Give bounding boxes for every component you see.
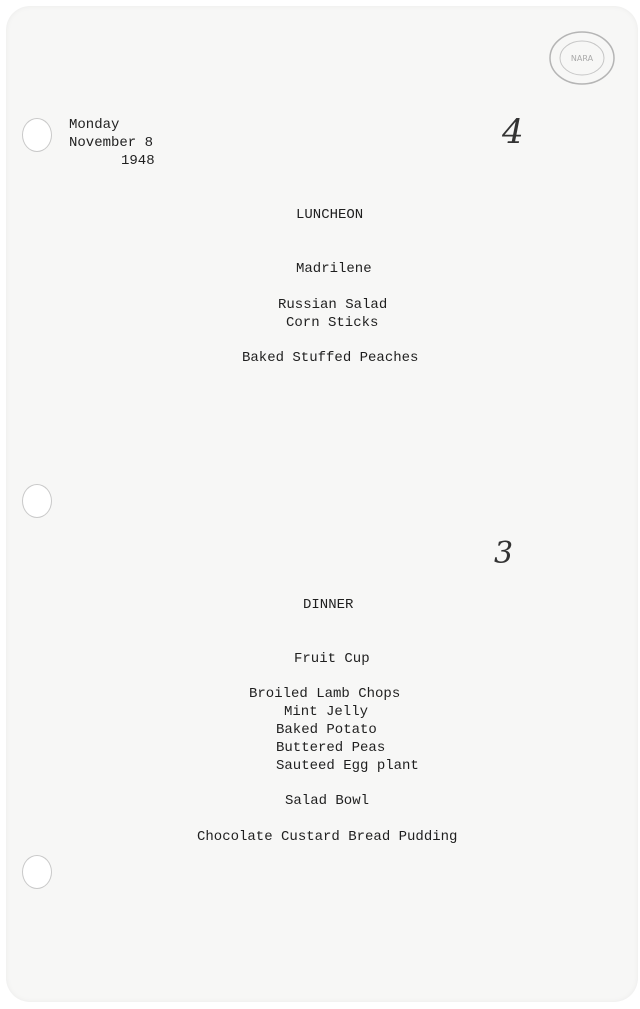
dinner-heading: DINNER — [303, 597, 354, 613]
dinner-item: Baked Potato — [276, 722, 377, 738]
binder-hole-top — [22, 118, 52, 152]
binder-hole-middle — [22, 484, 52, 518]
luncheon-item: Baked Stuffed Peaches — [242, 350, 419, 366]
menu-sheet — [6, 6, 638, 1002]
page-number-top: 4 — [502, 112, 524, 152]
dinner-item: Chocolate Custard Bread Pudding — [197, 829, 458, 845]
dinner-item: Fruit Cup — [294, 651, 370, 667]
date-label: November 8 — [69, 135, 154, 151]
dinner-item: Sauteed Egg plant — [276, 758, 419, 774]
dinner-item: Salad Bowl — [285, 793, 370, 809]
binder-hole-bottom — [22, 855, 52, 889]
luncheon-item: Russian Salad — [278, 297, 388, 313]
archive-stamp-icon — [547, 30, 617, 86]
year-label: 1948 — [121, 153, 155, 169]
dinner-item: Mint Jelly — [284, 704, 369, 720]
luncheon-item: Madrilene — [296, 261, 372, 277]
luncheon-heading: LUNCHEON — [296, 207, 364, 223]
dinner-item: Buttered Peas — [276, 740, 386, 756]
dinner-item: Broiled Lamb Chops — [249, 686, 401, 702]
day-label: Monday — [69, 117, 120, 133]
luncheon-item: Corn Sticks — [286, 315, 379, 331]
page-number-middle: 3 — [494, 536, 514, 571]
stamp-center-text: NARA — [570, 54, 594, 63]
